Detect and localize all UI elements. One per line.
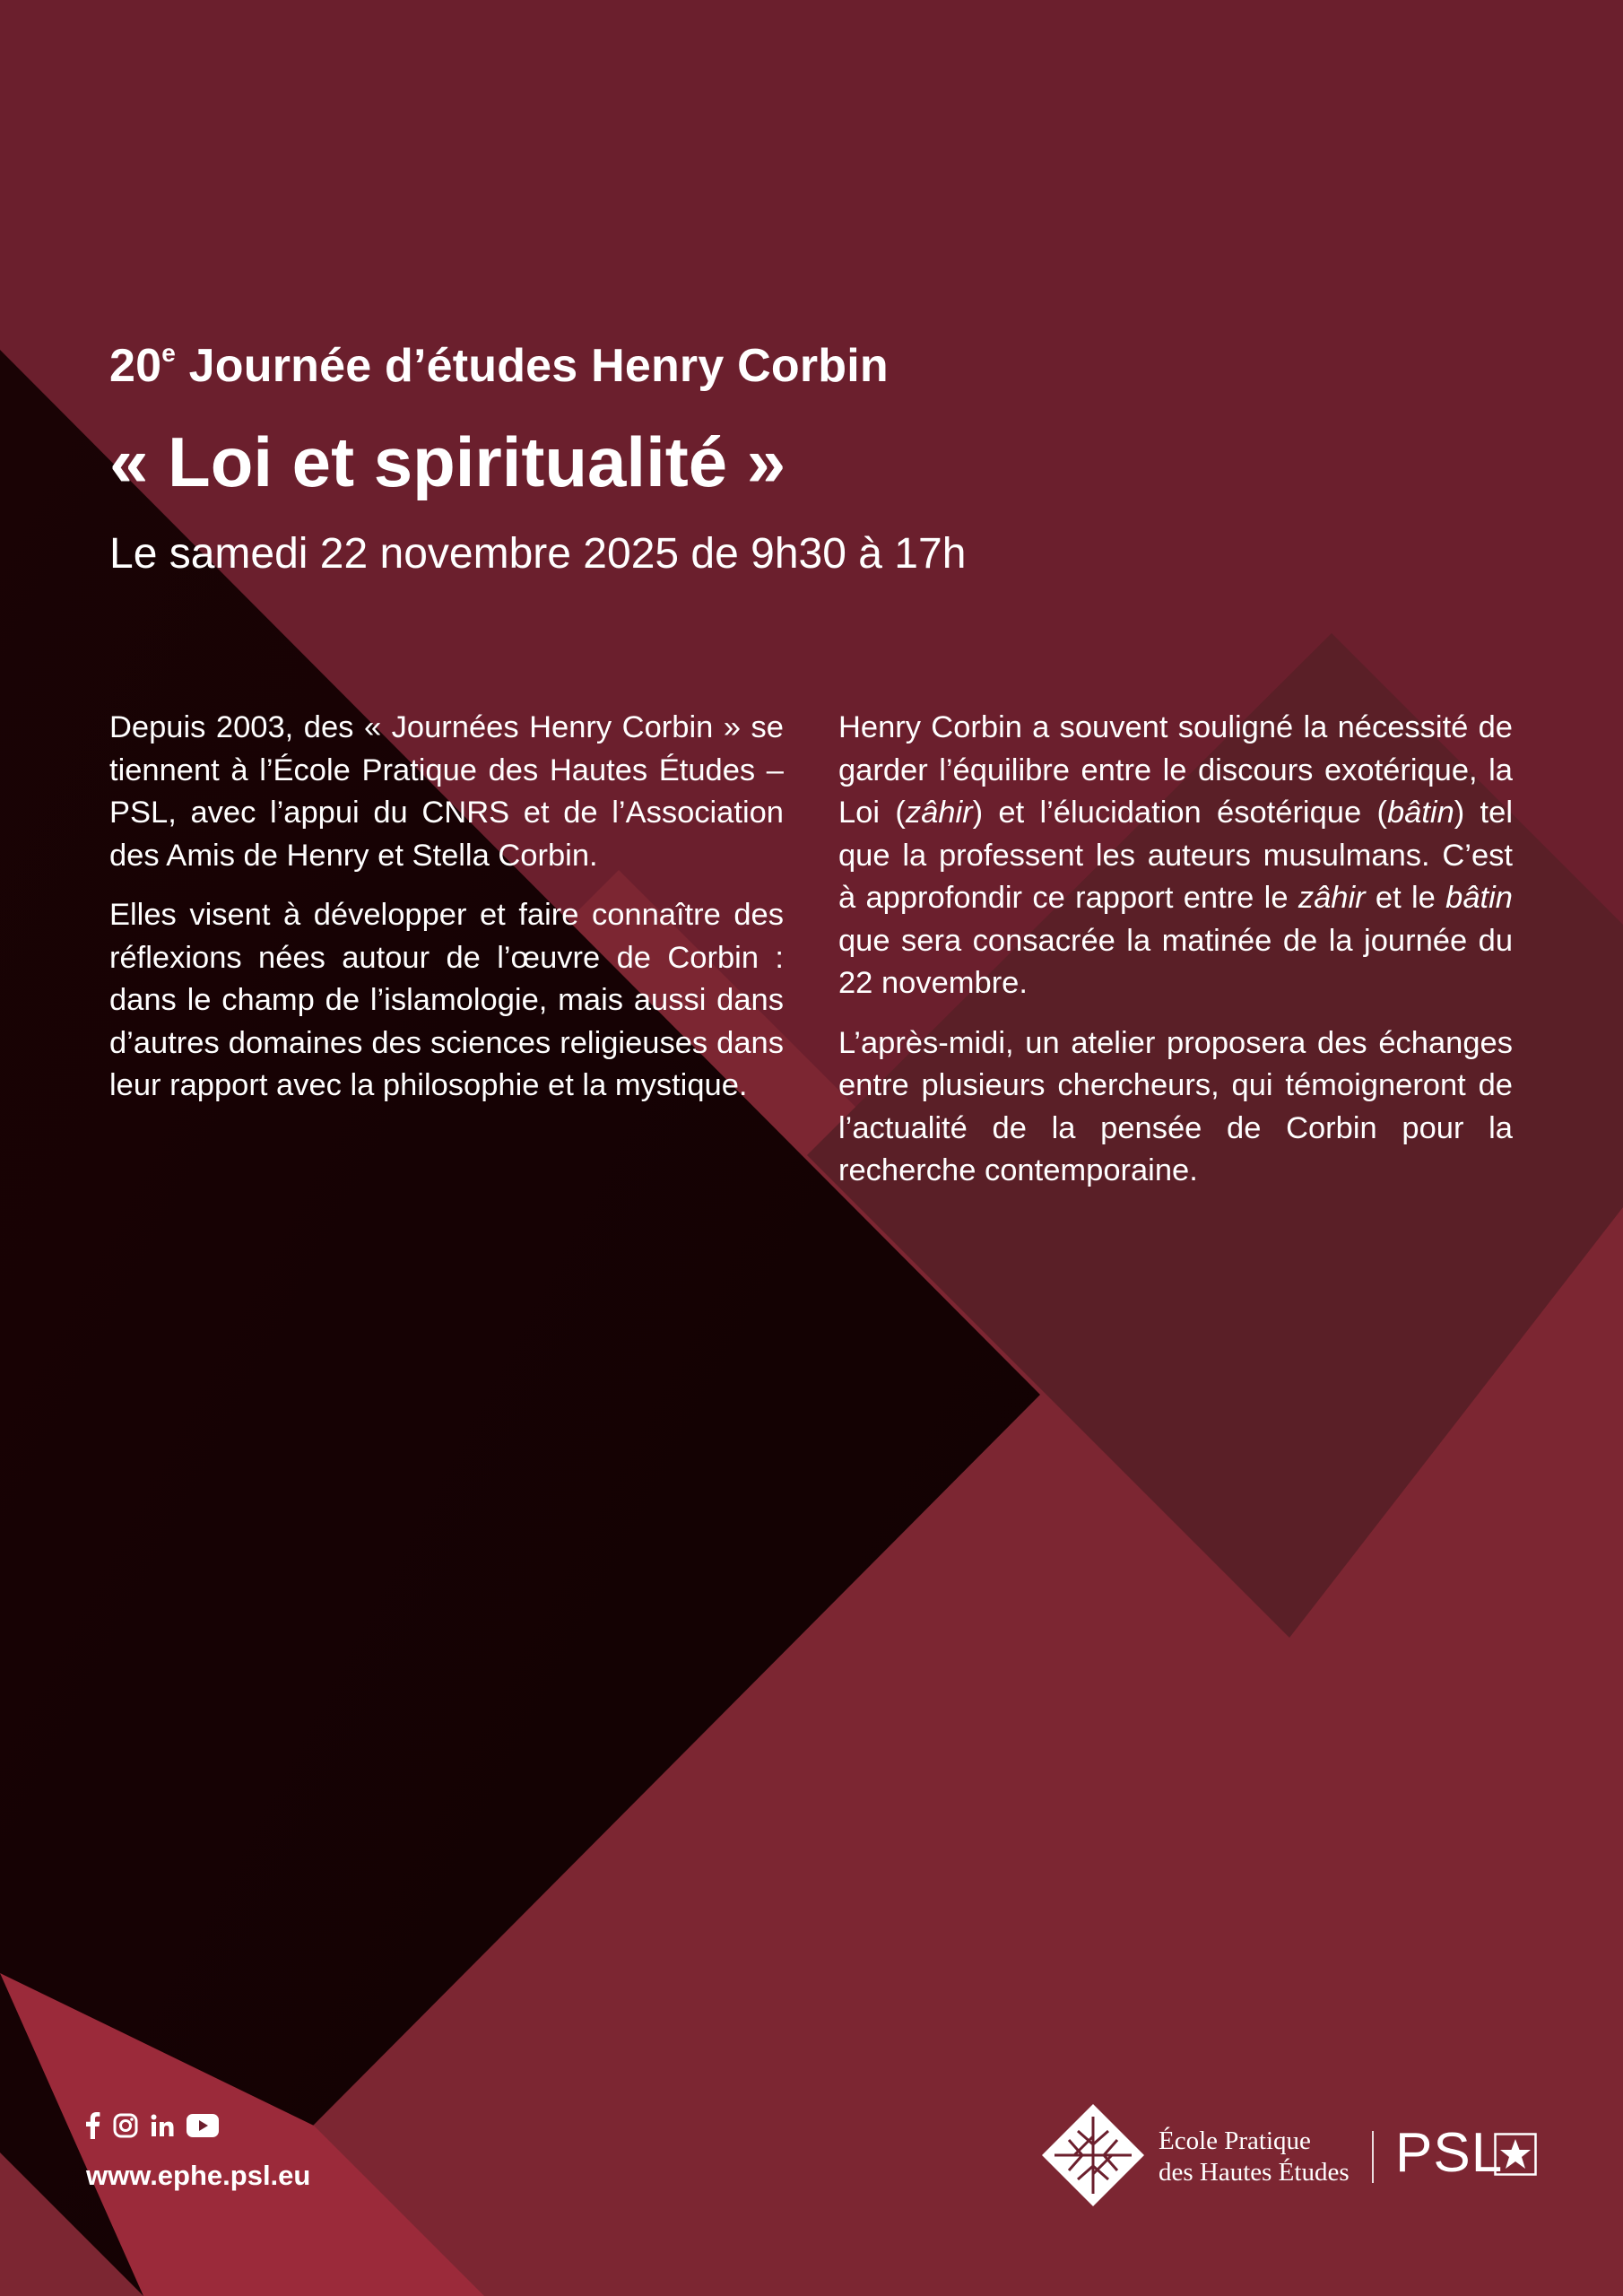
right-column <box>838 707 1513 1210</box>
ephe-name-line-1: École Pratique <box>1159 2126 1311 2155</box>
social-links <box>86 2108 219 2144</box>
event-title: « Loi et spiritualité » <box>109 422 786 501</box>
ephe-name-line-2: des Hautes Études <box>1159 2158 1350 2187</box>
left-paragraph-2: Elles visent à développer et faire connaître des réflexions nées autour de l’œuvre de Corbin : dans le champ de l’islamologie, mais aussi dans d’autres domaines des sciences religieuses dans leur rapport avec la philosophie et la mystique. <box>109 898 784 1102</box>
right-paragraph-1: Henry Corbin a souvent souligné la nécessité de garder l’équilibre entre le discours exotérique, la Loi (zâhir) et l’élucidation ésotérique (bâtin) tel que la professent les auteurs musulmans. C’est à approfondir ce rapport entre le zâhir et le bâtin que sera consacrée la matinée de la journée du 22 novembre. <box>838 710 1513 1000</box>
ephe-logo-icon <box>1042 2104 1144 2206</box>
psl-star-icon <box>1494 2133 1537 2176</box>
event-date: Le samedi 22 novembre 2025 de 9h30 à 17h <box>109 530 967 578</box>
left-paragraph-1: Depuis 2003, des « Journées Henry Corbin » se tiennent à l’École Pratique des Hautes Études – PSL, avec l’appui du CNRS et de l’Association des Amis de Henry et Stella Corbin. <box>109 710 784 873</box>
instagram-icon[interactable] <box>113 2108 138 2144</box>
linkedin-icon[interactable] <box>151 2108 174 2144</box>
psl-logo-text: PSL <box>1395 2122 1504 2184</box>
ephe-name <box>1159 2126 1350 2188</box>
youtube-icon[interactable] <box>187 2108 219 2144</box>
event-kicker: 20e Journée d’études Henry Corbin <box>109 339 889 392</box>
facebook-icon[interactable] <box>86 2108 100 2144</box>
website-link[interactable]: www.ephe.psl.eu <box>86 2160 311 2191</box>
right-paragraph-2: L’après-midi, un atelier proposera des échanges entre plusieurs chercheurs, qui témoigneront de l’actualité de la pensée de Corbin pour la recherche contemporaine. <box>838 1025 1513 1187</box>
logo-divider <box>1372 2131 1374 2183</box>
left-column <box>109 707 784 1125</box>
